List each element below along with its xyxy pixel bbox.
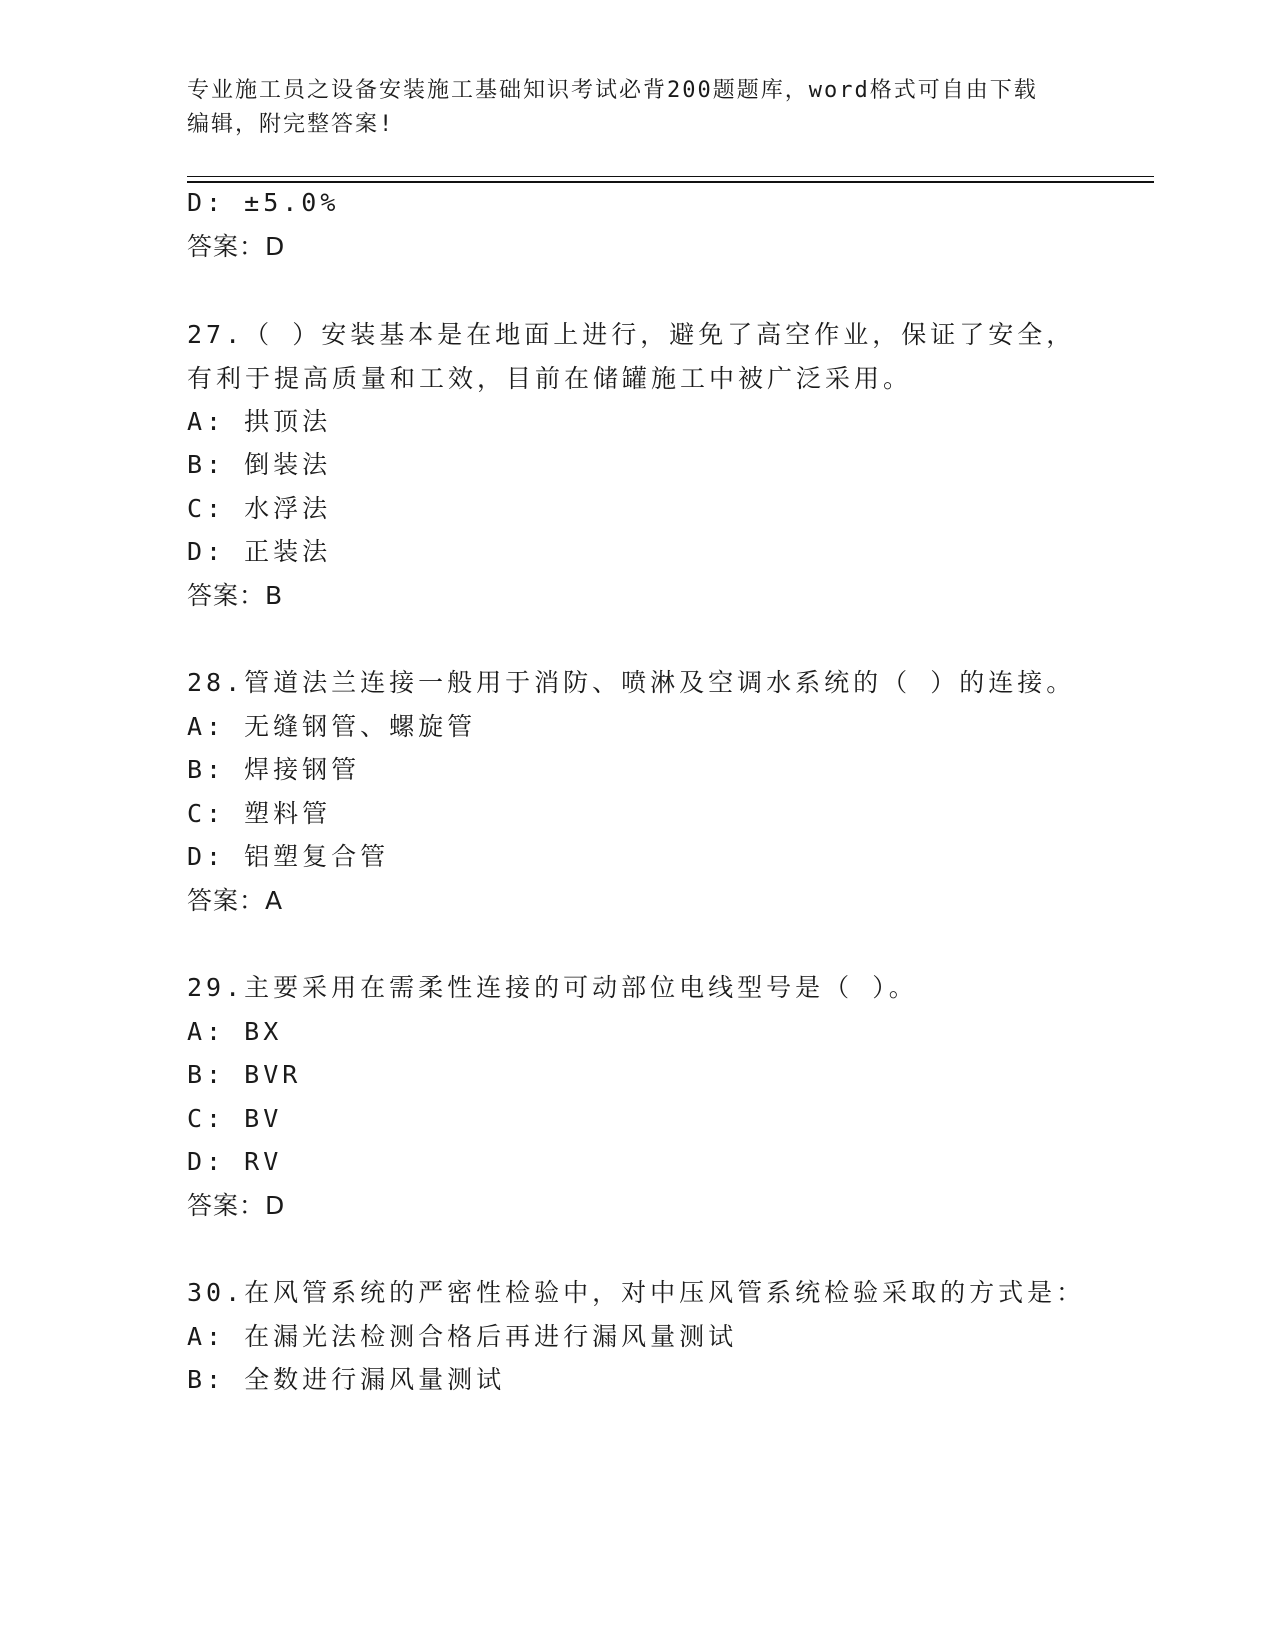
option-line: C: BV: [187, 1104, 283, 1133]
option-line: B: 倒装法: [187, 450, 332, 479]
option-line: A: 拱顶法: [187, 407, 332, 436]
question-line: 27.（ ）安装基本是在地面上进行，避免了高空作业，保证了安全，: [187, 320, 1076, 349]
option-line: D: RV: [187, 1147, 283, 1176]
answer-line: 答案：D: [187, 232, 286, 261]
answer-line: 答案：D: [187, 1191, 286, 1220]
question-line: 有利于提高质量和工效，目前在储罐施工中被广泛采用。: [187, 364, 913, 393]
option-line: B: BVR: [187, 1060, 302, 1089]
option-line: D: ±5.0%: [187, 188, 340, 217]
option-line: B: 全数进行漏风量测试: [187, 1365, 506, 1394]
page-header: [187, 74, 1087, 142]
header-divider-thin: [187, 176, 1154, 177]
header-title-line-2: 编辑，附完整答案!: [187, 112, 395, 137]
option-line: A: 无缝钢管、螺旋管: [187, 712, 477, 741]
question-line: 29.主要采用在需柔性连接的可动部位电线型号是（ ）。: [187, 973, 918, 1002]
header-title-line-1: 专业施工员之设备安装施工基础知识考试必背200题题库，word格式可自由下载: [187, 78, 1038, 103]
option-line: C: 水浮法: [187, 494, 332, 523]
option-line: A: 在漏光法检测合格后再进行漏风量测试: [187, 1322, 738, 1351]
option-line: B: 焊接钢管: [187, 755, 361, 784]
header-divider-thick: [187, 181, 1154, 183]
option-line: A: BX: [187, 1017, 283, 1046]
question-line: 30.在风管系统的严密性检验中，对中压风管系统检验采取的方式是：: [187, 1278, 1086, 1307]
option-line: D: 铝塑复合管: [187, 842, 390, 871]
question-line: 28.管道法兰连接一般用于消防、喷淋及空调水系统的（ ）的连接。: [187, 668, 1076, 697]
answer-line: 答案：A: [187, 886, 284, 915]
option-line: C: 塑料管: [187, 799, 332, 828]
answer-line: 答案：B: [187, 581, 284, 610]
option-line: D: 正装法: [187, 537, 332, 566]
